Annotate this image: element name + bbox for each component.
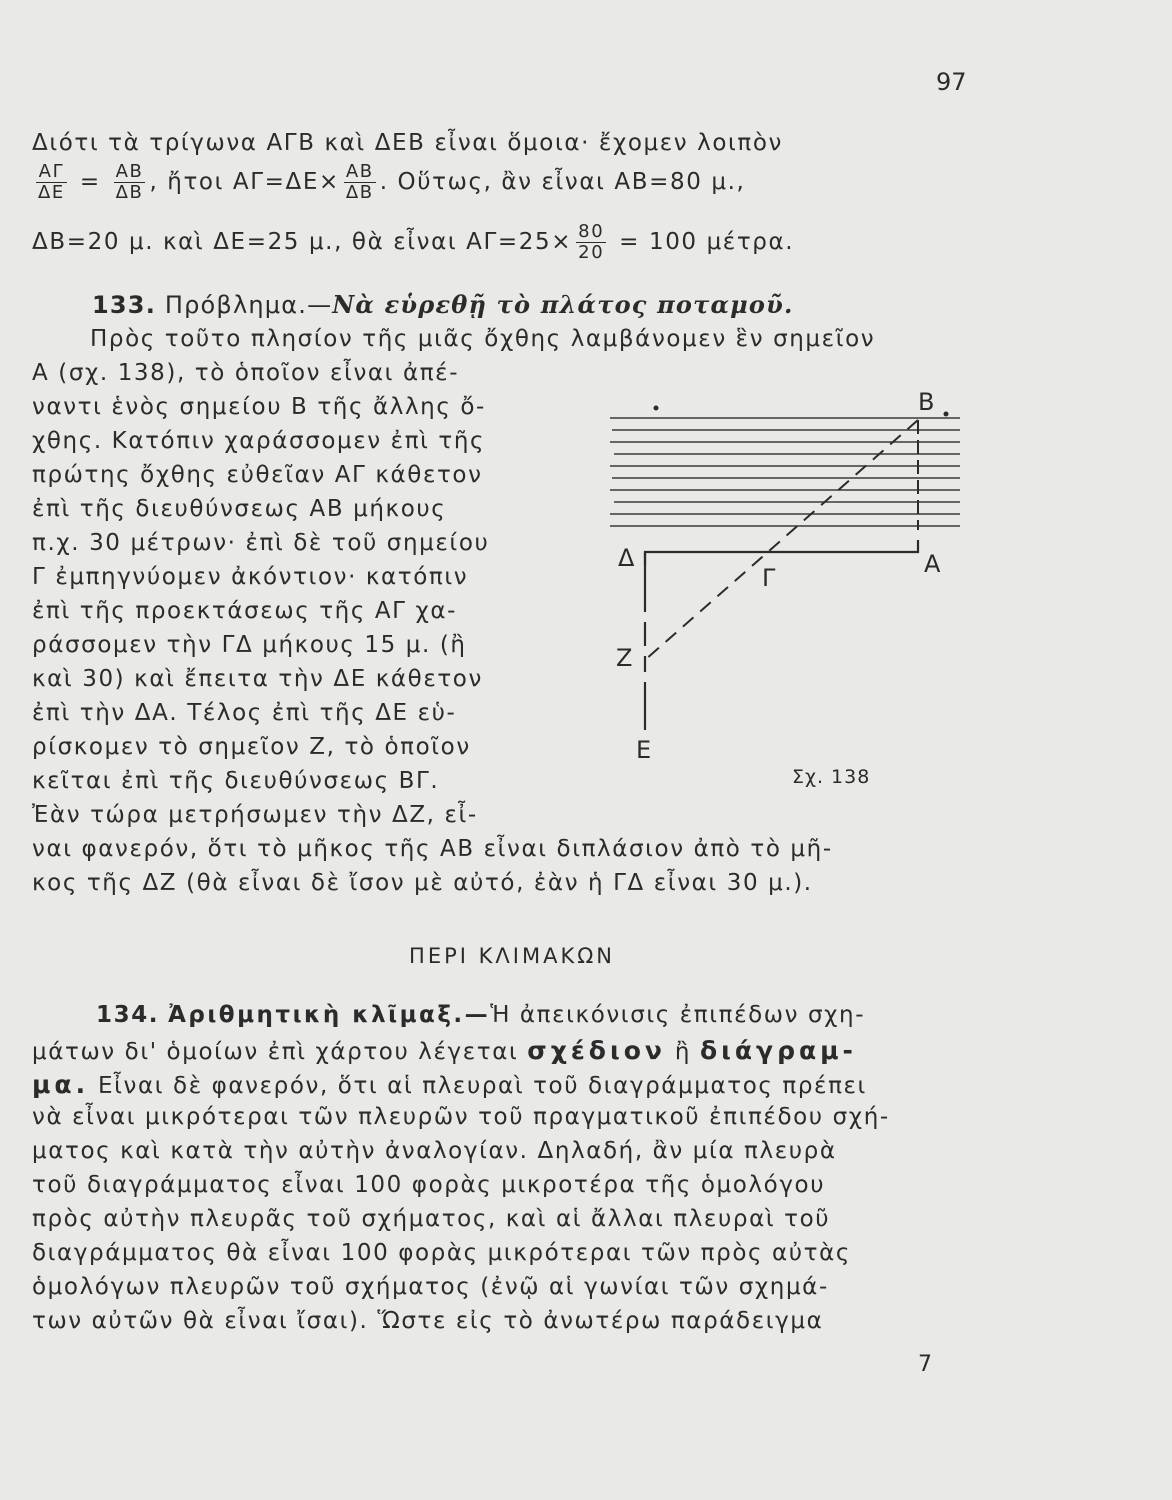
label-G: Γ: [762, 564, 776, 592]
text-segment: ἢ: [674, 1039, 692, 1065]
fraction: [114, 162, 146, 203]
text-line: διαγράμματος θὰ εἶναι 100 φορὰς μικρότεραι τῶν πρὸς αὐτὰς: [32, 1240, 851, 1266]
line-DA: [645, 540, 918, 565]
text-line: Διότι τὰ τρίγωνα ΑΓΒ καὶ ΔΕΒ εἶναι ὅμοια· ἔχομεν λοιπὸν: [32, 130, 783, 156]
label-A: Α: [924, 550, 941, 578]
text-line: Α (σχ. 138), τὸ ὁποῖον εἶναι ἀπέ-: [32, 360, 460, 386]
text-line: τοῦ διαγράμματος εἶναι 100 φορὰς μικροτέρα τῆς ὁμολόγου: [32, 1172, 826, 1198]
text-line: [32, 1070, 867, 1099]
text-line: Γ ἐμπηγνύομεν ἀκόντιον· κατόπιν: [32, 564, 469, 590]
fraction: [344, 162, 376, 203]
label-E: Ε: [636, 736, 652, 764]
problem-statement: Νὰ εὑρεθῇ τὸ πλάτος ποταμοῦ.: [332, 290, 794, 319]
text-line: ἐπὶ τὴν ΔΑ. Τέλος ἐπὶ τῆς ΔΕ εὑ-: [32, 700, 457, 726]
label-B: Β: [918, 388, 935, 416]
numerator: ΑΓ: [36, 162, 67, 183]
term-diagramma-end: μα.: [32, 1070, 90, 1099]
text-segment: μάτων δι' ὁμοίων ἐπὶ χάρτου λέγεται: [32, 1039, 519, 1065]
text-line: ράσσομεν τὴν ΓΔ μήκους 15 μ. (ἢ: [32, 632, 467, 658]
text-line: π.χ. 30 μέτρων· ἐπὶ δὲ τοῦ σημείου: [32, 530, 490, 556]
figure-138: [600, 380, 980, 780]
text-line: χθης. Κατόπιν χαράσσομεν ἐπὶ τῆς: [32, 428, 486, 454]
problem-title: Πρόβλημα.—: [164, 291, 333, 319]
text-line: των αὐτῶν θὰ εἶναι ἴσαι). Ὥστε εἰς τὸ ἀνωτέρω παράδειγμα: [32, 1308, 824, 1334]
page-number: 97: [936, 68, 967, 96]
equals-sign: =: [79, 169, 101, 195]
signature-mark: 7: [918, 1352, 932, 1377]
text-line: ἐπὶ τῆς διευθύνσεως ΑΒ μήκους: [32, 496, 447, 522]
text-line: Ἡ ἀπεικόνισις ἐπιπέδων σχη-: [490, 1002, 866, 1028]
text-segment: Εἶναι δὲ φανερόν, ὅτι αἱ πλευραὶ τοῦ διαγράμματος πρέπει: [98, 1073, 867, 1099]
numerator: ΑΒ: [345, 161, 374, 182]
bank-dot: [654, 406, 659, 411]
text-line: κος τῆς ΔΖ (θὰ εἶναι δὲ ἴσον μὲ αὐτό, ἐὰν ἡ ΓΔ εἶναι 30 μ.).: [32, 870, 813, 896]
text-line: καὶ 30) καὶ ἔπειτα τὴν ΔΕ κάθετον: [32, 666, 483, 692]
fraction: [576, 222, 606, 263]
problem-number: 134.: [96, 1002, 160, 1028]
line-BZ: [645, 420, 918, 660]
problem-title: Ἀριθμητικὴ κλῖμαξ.—: [168, 1002, 491, 1028]
formula-line: [32, 162, 745, 203]
text-line: ναι φανερόν, ὅτι τὸ μῆκος τῆς ΑΒ εἶναι διπλάσιον ἀπὸ τὸ μῆ-: [32, 836, 833, 862]
formula-text: , ἤτοι ΑΓ=ΔΕ×: [149, 169, 340, 195]
numerator: ΑΒ: [115, 161, 144, 182]
section-title: ΠΕΡΙ ΚΛΙΜΑΚΩΝ: [409, 944, 615, 968]
text-line: πρώτης ὄχθης εὐθεῖαν ΑΓ κάθετον: [32, 462, 483, 488]
text-line: ἐπὶ τῆς προεκτάσεως τῆς ΑΓ χα-: [32, 598, 458, 624]
denominator: ΔΒ: [345, 182, 374, 203]
text-line: ὁμολόγων πλευρῶν τοῦ σχήματος (ἐνῷ αἱ γωνίαι τῶν σχημά-: [32, 1274, 829, 1300]
text-line: κεῖται ἐπὶ τῆς διευθύνσεως ΒΓ.: [32, 768, 440, 794]
text-line: ρίσκομεν τὸ σημεῖον Ζ, τὸ ὁποῖον: [32, 734, 471, 760]
text-line: ματος καὶ κατὰ τὴν αὐτὴν ἀναλογίαν. Δηλαδή, ἂν μία πλευρὰ: [32, 1138, 837, 1164]
problem-number: 133.: [92, 291, 157, 319]
term-sxedion: σχέδιον: [527, 1036, 666, 1065]
bank-dot: [944, 412, 949, 417]
text-line: Ἐὰν τώρα μετρήσωμεν τὴν ΔΖ, εἶ-: [32, 802, 478, 828]
denominator: ΔΕ: [38, 182, 65, 203]
text-line: νὰ εἶναι μικρότεραι τῶν πλευρῶν τοῦ πραγματικοῦ ἐπιπέδου σχή-: [32, 1104, 890, 1130]
denominator: ΔΒ: [115, 182, 144, 203]
formula-line: [32, 222, 794, 263]
problem-134-heading: [96, 1002, 865, 1028]
formula-text: . Οὕτως, ἂν εἶναι ΑΒ=80 μ.,: [379, 169, 746, 195]
text-line: ναντι ἑνὸς σημείου Β τῆς ἄλλης ὄ-: [32, 394, 486, 420]
denominator: 20: [578, 242, 605, 263]
text-line: πρὸς αὐτὴν πλευρᾶς τοῦ σχήματος, καὶ αἱ ἄλλαι πλευραὶ τοῦ: [32, 1206, 831, 1232]
formula-text: = 100 μέτρα.: [619, 229, 795, 255]
label-D: Δ: [618, 544, 635, 572]
fraction: [36, 162, 67, 203]
figure-caption: Σχ. 138: [792, 766, 871, 788]
label-Z: Ζ: [616, 644, 633, 672]
term-diagramma: διάγραμ-: [699, 1036, 857, 1065]
text-line: [32, 1036, 857, 1065]
numerator: 80: [578, 221, 605, 242]
problem-133-heading: [92, 290, 794, 319]
text-line: Πρὸς τοῦτο πλησίον τῆς μιᾶς ὄχθης λαμβάνομεν ἓν σημεῖον: [90, 326, 876, 352]
formula-text: ΔΒ=20 μ. καὶ ΔΕ=25 μ., θὰ εἶναι ΑΓ=25×: [32, 229, 573, 255]
river-hatching: [610, 418, 960, 526]
